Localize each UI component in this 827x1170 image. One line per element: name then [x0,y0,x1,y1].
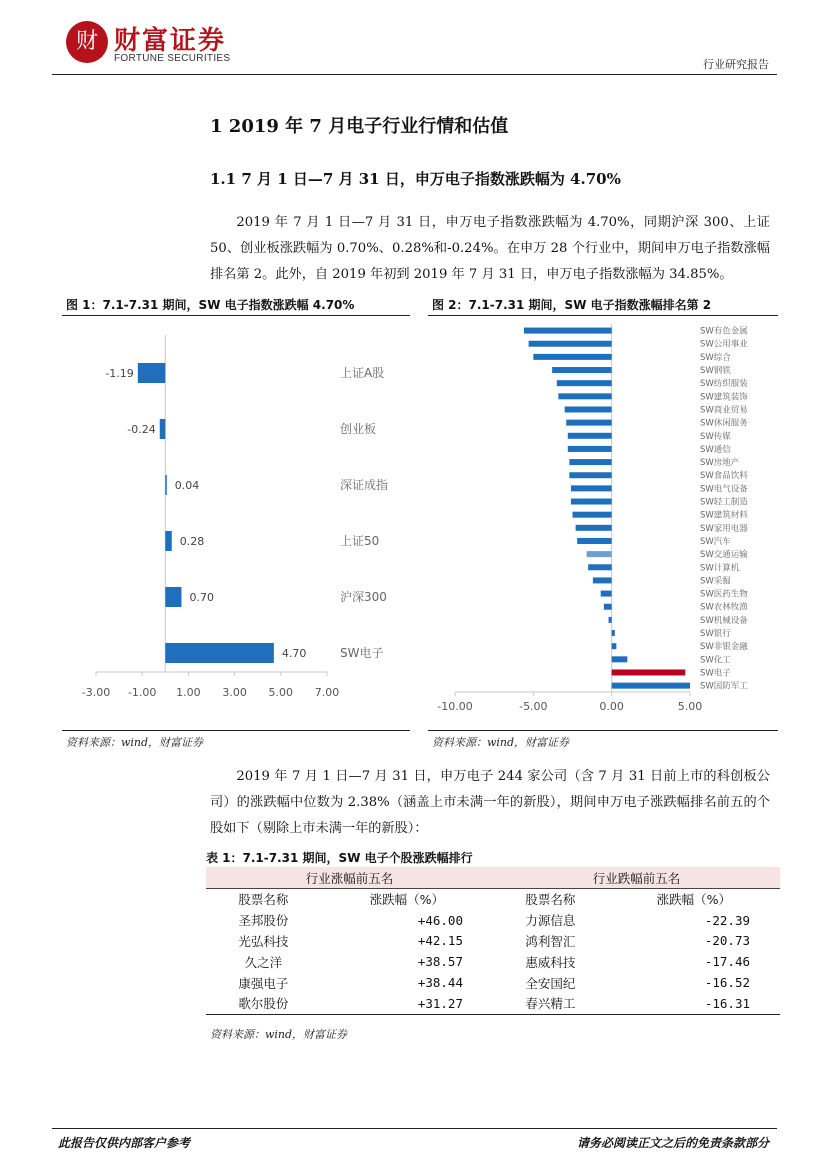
bar-SW建筑装饰 [558,393,611,399]
category-label: 上证A股 [340,366,385,380]
category-label: SW传媒 [700,431,731,442]
bar-SW休闲服务 [566,420,611,426]
group-losers: 行业跌幅前五名 [493,867,780,889]
bar-SW电子 [165,643,274,663]
table-row [206,910,780,931]
figure2-title: 图 2：7.1-7.31 期间，SW 电子指数涨幅排名第 2 [432,298,712,312]
figure1-title-rule [62,315,410,316]
bar-上证A股 [138,363,165,383]
brand-name-cn: 财富证券 [114,26,227,56]
bar-SW银行 [612,630,615,636]
bar-SW房地产 [569,459,611,465]
category-label: 深证成指 [340,478,389,492]
loser-change: -16.31 [608,993,780,1014]
gainer-change: +38.44 [417,975,463,991]
footer-divider [52,1128,777,1129]
bar-SW钢铁 [552,367,612,373]
category-label: SW公用事业 [700,339,748,350]
bar-SW公用事业 [529,341,612,347]
section-subtitle: 1.1 7 月 1 日—7 月 31 日，申万电子指数涨跌幅为 4.70% [210,170,621,188]
bar-SW医药生物 [601,591,612,597]
col-loser-change: 涨跌幅（%） [608,889,780,910]
bar-SW采掘 [593,577,612,583]
gainer-change: +46.00 [417,912,463,928]
category-label: SW计算机 [700,563,740,574]
category-label: SW采掘 [700,576,731,587]
figure2-chart [428,318,778,730]
section-title: 1 2019 年 7 月电子行业行情和估值 [210,116,509,137]
bar-SW国防军工 [612,683,690,689]
category-label: SW钢铁 [700,366,731,377]
x-tick-label: -3.00 [81,686,111,699]
category-label: SW电气设备 [700,484,748,495]
paragraph-1-text: 2019 年 7 月 1 日—7 月 31 日，申万电子指数涨跌幅为 4.70%，同期沪深 300、上证 50、创业板涨跌幅为 0.70%、0.28%和-0.24%。在申万 28 个行业中，期间申万电子指数涨幅排名第 2。此外，自 2019 年初到 2019 年 7 月 31 日，申万电子指数涨幅为 34.85%。 [210,215,770,282]
figure1-title: 图 1：7.1-7.31 期间，SW 电子指数涨跌幅 4.70% [66,298,355,312]
col-loser-name: 股票名称 [493,889,608,910]
category-label: SW通信 [700,444,731,455]
bar-SW交通运输 [587,551,612,557]
category-label: SW休闲服务 [700,418,748,429]
table-row [206,931,780,952]
data-label: 4.70 [281,647,307,660]
category-label: SW建筑装饰 [700,392,748,403]
gainer-change: +31.27 [321,993,493,1014]
bar-SW商业贸易 [565,406,612,412]
bar-SW建筑材料 [573,512,612,518]
table-column-header [206,889,780,910]
bar-SW食品饮料 [569,472,611,478]
category-label: SW食品饮料 [700,471,748,482]
x-tick-label: 1.00 [176,686,201,699]
data-label: 0.70 [189,591,214,604]
paragraph-2-text: 2019 年 7 月 1 日—7 月 31 日，申万电子 244 家公司（含 7 月 31 日前上市的科创板公司）的涨跌幅中位数为 2.38%（涵盖上市未满一年的新股），期间申万电子涨跌幅排名前五的个股如下（剔除上市未满一年的新股）： [210,769,770,836]
category-label: SW交通运输 [700,550,748,561]
category-label: SW非银金融 [700,642,748,653]
table-row [206,951,780,972]
category-label: SW机械设备 [700,615,748,626]
bar-SW通信 [568,446,612,452]
footer-disclaimer-left: 此报告仅供内部客户参考 [58,1136,191,1150]
gainer-name: 歌尔股份 [206,993,321,1014]
category-label: SW医药生物 [700,589,748,600]
bar-SW电子 [612,669,686,675]
x-tick-label: -5.00 [519,700,548,713]
category-label: SW建筑材料 [700,510,748,521]
category-label: 创业板 [340,422,377,436]
category-label: SW银行 [700,629,731,640]
table1-source: 资料来源：wind，财富证券 [210,1028,348,1041]
gainer-name: 康强电子 [238,975,289,991]
group-gainers: 行业涨幅前五名 [206,867,493,889]
table-group-header [206,867,780,889]
bar-SW汽车 [577,538,611,544]
bar-SW纺织服装 [557,380,612,386]
loser-change: -16.52 [704,975,750,991]
figure2-bottom-rule [428,730,778,731]
stock-ranking-table [206,867,780,1015]
category-label: SW电子 [700,668,731,679]
bar-SW非银金融 [612,643,617,649]
x-tick-label: 5.00 [268,686,294,699]
logo-seal-char: 财 [75,29,98,54]
category-label: SW国防军工 [700,681,748,692]
category-label: 上证50 [340,534,380,548]
x-tick-label: 5.00 [677,700,703,713]
bar-SW轻工制造 [571,499,612,505]
table-row [206,972,780,993]
x-tick-label: -1.00 [127,686,157,699]
figure2-source: 资料来源：wind，财富证券 [432,736,570,749]
category-label: SW家用电器 [700,523,748,534]
footer-disclaimer-right: 请务必阅读正文之后的免责条款部分 [576,1136,769,1150]
loser-name: 鸿利智汇 [525,933,576,949]
loser-name: 春兴精工 [493,993,608,1014]
brand-name-en: FORTUNE SECURITIES [114,53,231,64]
gainer-change: +42.15 [417,933,463,949]
company-logo [66,21,108,63]
x-tick-label: 0.00 [599,700,624,713]
category-label: SW综合 [700,352,731,363]
bar-SW家用电器 [576,525,612,531]
loser-name: 全安国纪 [525,975,576,991]
table-row [206,993,780,1014]
x-tick-label: -10.00 [437,700,473,713]
gainer-name: 久之洋 [244,954,283,970]
bar-深证成指 [165,475,167,495]
category-label: SW化工 [700,655,731,666]
bar-沪深300 [165,587,181,607]
category-label: SW汽车 [700,536,731,547]
data-label: 0.28 [179,535,205,548]
bar-SW农林牧渔 [604,604,612,610]
loser-name: 力源信息 [525,913,576,929]
figure1-chart [62,320,412,730]
category-label: SW有色金属 [700,326,748,337]
col-gainer-change: 涨跌幅（%） [321,889,493,910]
figure2-title-rule [428,315,778,316]
category-label: SW农林牧渔 [700,602,748,613]
bar-SW化工 [612,656,628,662]
table1-title: 表 1：7.1-7.31 期间，SW 电子个股涨跌幅排行 [206,851,473,865]
gainer-name: 圣邦股份 [238,913,289,929]
bar-创业板 [160,419,166,439]
loser-change: -17.46 [704,954,750,970]
header-divider [52,74,777,75]
col-gainer-name: 股票名称 [206,889,321,910]
paragraph-1 [210,210,770,288]
loser-name: 惠威科技 [525,954,576,970]
bar-SW机械设备 [609,617,612,623]
data-label: 0.04 [174,479,200,492]
category-label: SW房地产 [700,458,740,469]
bar-SW传媒 [568,433,612,439]
category-label: SW商业贸易 [700,405,748,416]
figure1-source: 资料来源：wind，财富证券 [66,736,204,749]
loser-change: -22.39 [704,912,750,928]
category-label: SW电子 [340,646,384,660]
figure1-bottom-rule [62,730,410,731]
bar-SW综合 [533,354,611,360]
paragraph-2 [210,764,770,842]
category-label: SW轻工制造 [700,497,748,508]
data-label: -0.24 [127,423,156,436]
report-type: 行业研究报告 [703,58,769,71]
bar-SW计算机 [588,564,612,570]
loser-change: -20.73 [704,933,750,949]
bar-上证50 [165,531,171,551]
gainer-name: 光弘科技 [238,933,289,949]
bar-SW有色金属 [524,328,612,334]
bar-SW电气设备 [571,485,612,491]
x-tick-label: 3.00 [222,686,247,699]
x-tick-label: 7.00 [314,686,340,699]
data-label: -1.19 [105,367,134,380]
category-label: 沪深300 [340,590,387,604]
category-label: SW纺织服装 [700,379,748,390]
gainer-change: +38.57 [417,954,463,970]
